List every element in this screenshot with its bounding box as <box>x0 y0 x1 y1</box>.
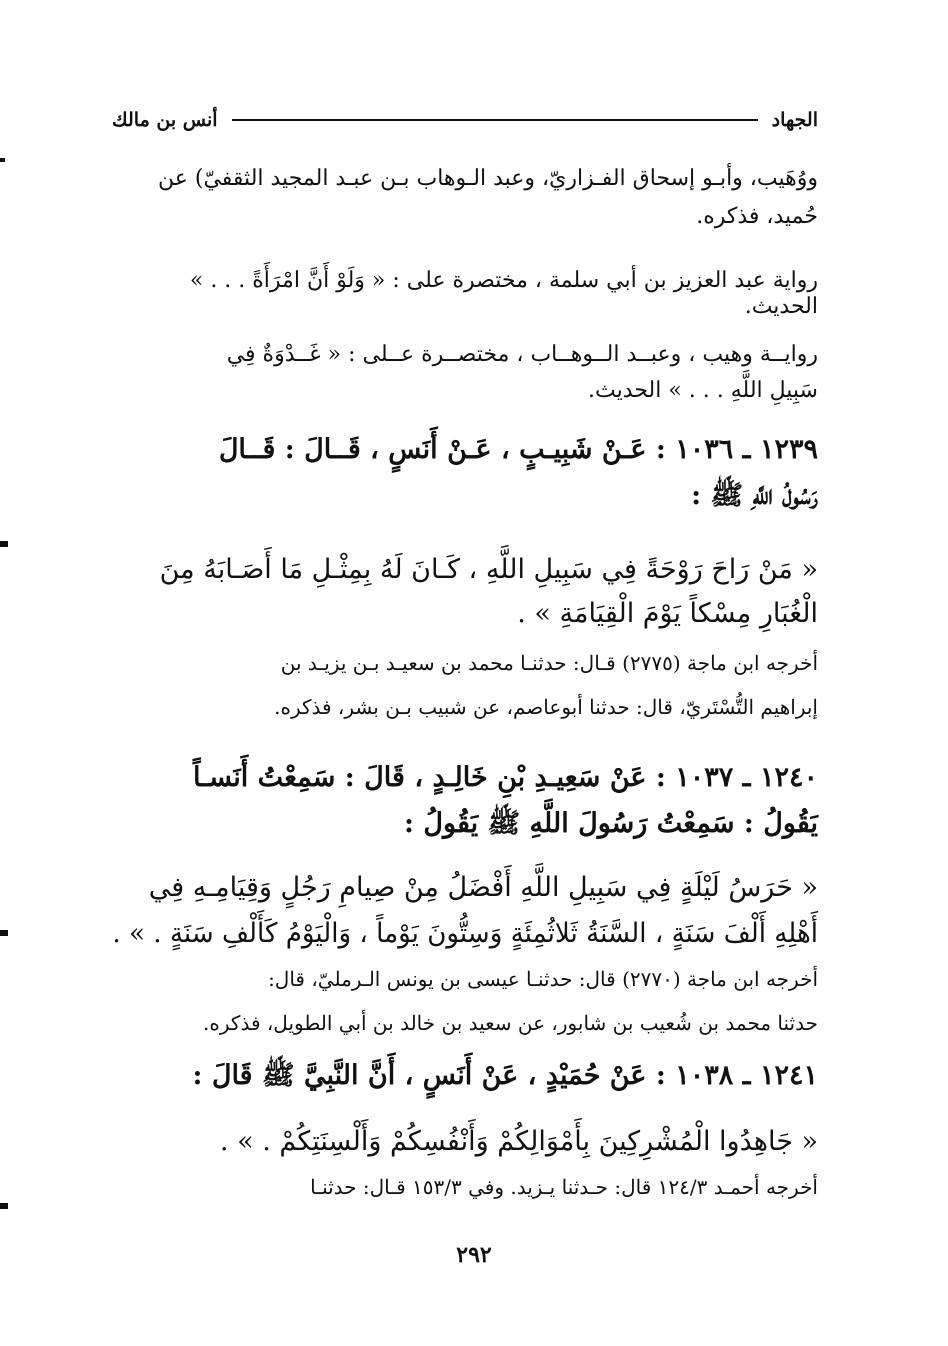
takhrij-1240 <box>112 962 818 996</box>
header-narrator-name: أنس بن مالك <box>112 109 218 131</box>
text-line: رواية عبد العزيز بن أبي سلمة ، مختصرة على : « وَلَوْ أَنَّ امْرَأَةً . . . » <box>189 268 818 293</box>
text-line: أَهْلِهِ أَلْفَ سَنَةٍ ، السَّنَةُ ثَلاثُمِئَةٍ وَسِتُّونَ يَوْماً ، وَالْيَوْمُ كَأَلْفِ سَنَةٍ . » . <box>112 918 818 949</box>
hadith-heading-1239 <box>112 428 818 472</box>
hadith-text-1240-end <box>112 912 818 956</box>
hadith-text-1239 <box>112 548 818 592</box>
paragraph-narration-note-2-end <box>112 372 818 410</box>
text-line: رَسُولُ اللَّهِ ﷺ : <box>691 480 818 511</box>
hadith-heading-1239-end <box>112 474 818 518</box>
takhrij-1241 <box>112 1170 818 1204</box>
page-number: ٢٩٢ <box>456 1242 492 1268</box>
text-line: « مَنْ رَاحَ رَوْحَةً فِي سَبِيلِ اللَّهِ ، كَـانَ لَهُ بِمِثْـلِ مَا أَصَـابَهُ مِنَ <box>159 554 818 585</box>
text-line: ١٢٤٠ ـ ١٠٣٧ : عَنْ سَعِيـدِ بْنِ خَالِـدٍ ، قَالَ : سَمِعْتُ أَنَسـاً <box>193 762 818 793</box>
text-line: سَبِيلِ اللَّهِ . . . » الحديث. <box>588 378 818 403</box>
text-line: حدثنا محمد بن شُعيب بن شابور، عن سعيد بن خالد بن أبي الطويل، فذكره. <box>203 1011 818 1035</box>
text-line: إبراهيم التُّسْتَريّ، قال: حدثنا أبوعاصم، عن شبيب بـن بشر، فذكره. <box>274 695 818 719</box>
paragraph-chain-continuation <box>112 160 818 198</box>
header-chapter-title: الجهاد <box>771 109 818 131</box>
text-line: الْغُبَارِ مِسْكاً يَوْمَ الْقِيَامَةِ » . <box>517 598 818 629</box>
takhrij-1239 <box>112 646 818 680</box>
text-line: روايــة وهيب ، وعبــد الــوهــاب ، مختصــرة عــلى : « غَــدْوَةٌ فِي <box>226 342 818 367</box>
text-line: « حَرَسُ لَيْلَةٍ فِي سَبِيلِ اللَّهِ أَفْضَلُ مِنْ صِيامِ رَجُلٍ وَقِيَامِـهِ فِي <box>148 872 818 903</box>
takhrij-1240-end <box>112 1006 818 1040</box>
text-line: ١٢٤١ ـ ١٠٣٨ : عَنْ حُمَيْدٍ ، عَنْ أَنَسٍ ، أَنَّ النَّبِيَّ ﷺ قَالَ : <box>192 1060 818 1091</box>
text-line: أخرجه ابن ماجة (٢٧٧٥) قـال: حدثنـا محمد بن سعيـد بـن يزيـد بن <box>280 651 818 675</box>
text-line: أخرجه ابن ماجة (٢٧٧٠) قال: حدثنـا عيسى بن يونس الـرمليّ، قال: <box>268 967 818 991</box>
scan-edge-speck <box>0 1203 8 1209</box>
paragraph-chain-continuation-end <box>112 198 818 236</box>
hadith-heading-1240-end <box>112 802 818 846</box>
hadith-text-1240 <box>112 866 818 910</box>
paragraph-narration-note-end <box>112 288 818 326</box>
hadith-text-1239-end <box>112 592 818 636</box>
scan-edge-speck <box>0 541 8 547</box>
scan-edge-speck <box>0 930 8 936</box>
paragraph-narration-note-2 <box>112 336 818 374</box>
takhrij-1239-end <box>112 690 818 724</box>
hadith-heading-1240 <box>112 756 818 800</box>
text-line: حُميد، فذكره. <box>696 204 818 229</box>
header-rule <box>232 119 758 121</box>
text-line: الحديث. <box>744 294 818 319</box>
hadith-text-1241 <box>112 1120 818 1164</box>
hadith-heading-1241 <box>112 1054 818 1098</box>
text-line: أخرجه أحمـد ١٢٤/٣ قال: حـدثنا يـزيد. وفي ١٥٣/٣ قـال: حدثنـا <box>310 1175 818 1199</box>
scan-edge-speck <box>0 158 5 162</box>
text-line: ووُهَيب، وأبـو إسحاق الفـزاريّ، وعبد الـوهاب بـن عبـد المجيد الثقفيّ) عن <box>158 166 818 191</box>
text-line: ١٢٣٩ ـ ١٠٣٦ : عَـنْ شَبِيـبٍ ، عَـنْ أَنَسٍ ، قَــالَ : قَــالَ <box>218 434 818 465</box>
text-line: يَقُولُ : سَمِعْتُ رَسُولَ اللَّهِ ﷺ يَقُولُ : <box>404 808 818 839</box>
running-header <box>112 100 818 140</box>
text-line: « جَاهِدُوا الْمُشْرِكِينَ بِأَمْوَالِكُمْ وَأَنْفُسِكُمْ وَأَلْسِنَتِكُمْ . » . <box>219 1126 818 1157</box>
